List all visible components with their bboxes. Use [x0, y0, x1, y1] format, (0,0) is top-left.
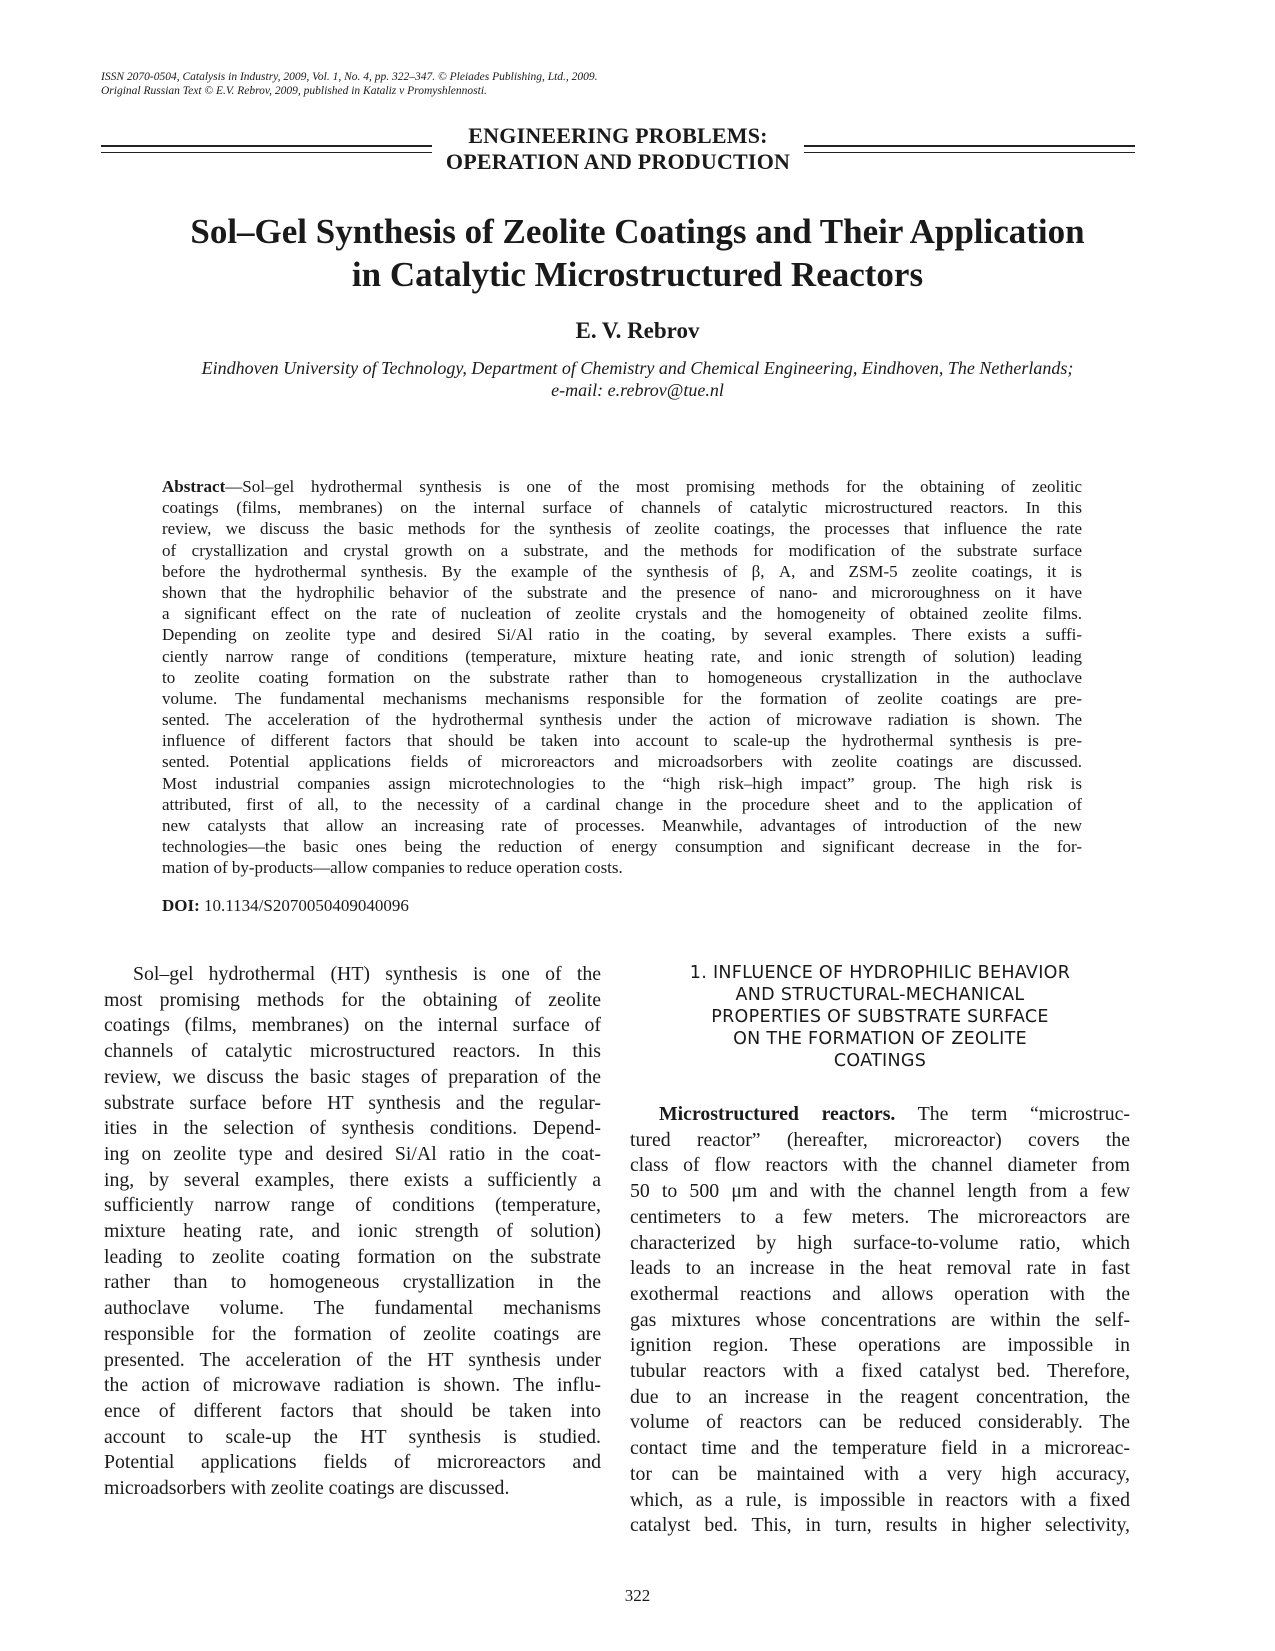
right-column-text: [630, 962, 1130, 1539]
left-column-text: [104, 962, 601, 1502]
body-line: class of flow reactors with the channel diameter from: [630, 1154, 1130, 1177]
body-line: account to scale-up the HT synthesis is studied.: [104, 1425, 601, 1448]
abstract-line: new catalysts that allow an increasing rate of processes. Meanwhile, advantages of introduction of the new: [162, 816, 1082, 835]
body-line: volume of reactors can be reduced considerably. The: [630, 1411, 1130, 1434]
body-line: presented. The acceleration of the HT synthesis under: [104, 1348, 601, 1371]
body-line: authoclave volume. The fundamental mechanisms: [104, 1297, 601, 1320]
article-title: [60, 210, 1215, 296]
page-number: 322: [624, 1586, 651, 1605]
author-affiliation: [60, 357, 1215, 401]
body-line: contact time and the temperature field in a microreac-: [630, 1437, 1130, 1460]
abstract-line: of crystallization and crystal growth on a substrate, and the methods for modification of the substrate surface: [162, 540, 1082, 560]
abstract-label: Abstract: [162, 477, 226, 496]
body-line: catalyst bed. This, in turn, results in higher selectivity,: [630, 1514, 1130, 1537]
body-line: most promising methods for the obtaining of zeolite: [104, 988, 601, 1011]
abstract-line: shown that the hydrophilic behavior of the substrate and the presence of nano- and microroughness on it have: [162, 582, 1082, 602]
body-line: leading to zeolite coating formation on the substrate: [104, 1245, 601, 1268]
body-line: 50 to 500 μm and with the channel length from a few: [630, 1180, 1130, 1203]
body-line: responsible for the formation of zeolite coatings are: [104, 1322, 601, 1345]
doi: [162, 896, 409, 916]
heading-line: PROPERTIES OF SUBSTRATE SURFACE: [711, 1007, 1049, 1027]
heading-line: AND STRUCTURAL-MECHANICAL: [735, 985, 1025, 1005]
body-line: tubular reactors with a fixed catalyst bed. Therefore,: [630, 1360, 1130, 1383]
abstract-line: ciently narrow range of conditions (temperature, mixture heating rate, and ionic strength of solution) leading: [162, 646, 1082, 666]
body-line: substrate surface before HT synthesis and the regular-: [104, 1091, 601, 1114]
doi-label: DOI:: [162, 896, 200, 915]
body-line: ignition region. These operations are impossible in: [630, 1334, 1130, 1357]
body-line: review, we discuss the basic stages of preparation of the: [104, 1065, 601, 1088]
body-line: due to an increase in the reagent concentration, the: [630, 1385, 1130, 1408]
affiliation-email: e-mail: e.rebrov@tue.nl: [551, 380, 724, 400]
section-title-line: OPERATION AND PRODUCTION: [445, 149, 791, 174]
body-line: Microstructured reactors. The term “microstruc-: [659, 1103, 1130, 1125]
title-line: Sol–Gel Synthesis of Zeolite Coatings and Their Application: [190, 212, 1085, 251]
body-line: tor can be maintained with a very high accuracy,: [630, 1462, 1130, 1485]
original-text-line: Original Russian Text © E.V. Rebrov, 2009, published in Kataliz v Promyshlennosti.: [101, 85, 487, 97]
banner-rule-right: [804, 145, 1135, 153]
affiliation-line: Eindhoven University of Technology, Department of Chemistry and Chemical Engineering, Eindhoven, The Netherlands;: [201, 358, 1074, 378]
body-line: ing on zeolite type and desired Si/Al ratio in the coat-: [104, 1142, 601, 1165]
abstract-line: review, we discuss the basic methods for the synthesis of zeolite coatings, the processes that influence the rate: [162, 519, 1082, 539]
abstract-line: Abstract—Sol–gel hydrothermal synthesis is one of the most promising methods for the obtaining of zeolitic: [162, 477, 1082, 496]
body-line: characterized by high surface-to-volume ratio, which: [630, 1231, 1130, 1254]
body-line: coatings (films, membranes) on the internal surface of: [104, 1014, 601, 1037]
runin-heading: Microstructured reactors.: [659, 1103, 896, 1125]
abstract-line: sented. Potential applications fields of microreactors and microadsorbers with zeolite coatings are discussed.: [162, 752, 1082, 772]
body-line: centimeters to a few meters. The microreactors are: [630, 1205, 1130, 1228]
body-line: microadsorbers with zeolite coatings are discussed.: [104, 1477, 510, 1500]
banner-rule-left: [101, 145, 432, 153]
abstract-line: to zeolite coating formation on the substrate rather than to homogeneous crystallization in the authoclave: [162, 667, 1082, 687]
body-line: gas mixtures whose concentrations are within the self-: [630, 1308, 1130, 1331]
author-name: E. V. Rebrov: [575, 318, 700, 343]
abstract-line: volume. The fundamental mechanisms mechanisms responsible for the formation of zeolite coatings are pre-: [162, 688, 1082, 708]
abstract-line: before the hydrothermal synthesis. By the example of the synthesis of β, A, and ZSM-5 zeolite coatings, it is: [162, 561, 1082, 581]
journal-citation: [101, 70, 1101, 98]
abstract-line: technologies—the basic ones being the reduction of energy consumption and significant decrease in the for-: [162, 837, 1082, 857]
abstract: [162, 476, 1082, 879]
title-line: in Catalytic Microstructured Reactors: [351, 255, 924, 294]
section-title-line: ENGINEERING PROBLEMS:: [468, 123, 768, 148]
body-line: mixture heating rate, and ionic strength of solution): [104, 1220, 601, 1243]
abstract-line: sented. The acceleration of the hydrothermal synthesis under the action of microwave radiation is shown. The: [162, 710, 1082, 730]
abstract-line: coatings (films, membranes) on the internal surface of channels of catalytic microstructured reactors. In this: [162, 498, 1082, 518]
body-line: rather than to homogeneous crystallization in the: [104, 1271, 601, 1294]
abstract-line: mation of by-products—allow companies to reduce operation costs.: [162, 858, 623, 878]
abstract-line: a significant effect on the rate of nucleation of zeolite crystals and the homogeneity of obtained zeolite films.: [162, 604, 1082, 624]
body-line: exothermal reactions and allows operation with the: [630, 1282, 1130, 1305]
body-line: the action of microwave radiation is shown. The influ-: [104, 1374, 601, 1397]
abstract-line: Depending on zeolite type and desired Si/Al ratio in the coating, by several examples. There exists a suffi-: [162, 625, 1082, 645]
abstract-line: attributed, first of all, to the necessity of a cardinal change in the procedure sheet and to the application of: [162, 794, 1082, 814]
abstract-line: influence of different factors that should be taken into account to scale-up the hydrothermal synthesis is pre-: [162, 731, 1082, 751]
heading-line: ON THE FORMATION OF ZEOLITE: [733, 1029, 1027, 1049]
section-title: [432, 123, 804, 175]
body-line: which, as a rule, is impossible in reactors with a fixed: [630, 1488, 1130, 1511]
body-line: Potential applications fields of microreactors and: [104, 1451, 601, 1474]
body-line: Sol–gel hydrothermal (HT) synthesis is one of the: [133, 963, 601, 985]
abstract-line: Most industrial companies assign microtechnologies to the “high risk–high impact” group. The high risk is: [162, 773, 1082, 793]
heading-line: 1. INFLUENCE OF HYDROPHILIC BEHAVIOR: [689, 963, 1071, 983]
body-line: ities in the selection of synthesis conditions. Depend-: [104, 1117, 601, 1140]
body-line: tured reactor” (hereafter, microreactor) covers the: [630, 1128, 1130, 1151]
body-line: channels of catalytic microstructured reactors. In this: [104, 1040, 601, 1063]
body-line: leads to an increase in the heat removal rate in fast: [630, 1257, 1130, 1280]
section-banner: [101, 123, 1135, 175]
section-heading: [630, 962, 1130, 1072]
body-line: sufficiently narrow range of conditions (temperature,: [104, 1194, 601, 1217]
doi-link[interactable]: 10.1134/S2070050409040096: [204, 896, 409, 915]
citation-line: ISSN 2070-0504, Catalysis in Industry, 2009, Vol. 1, No. 4, pp. 322–347. © Pleiades Publishing, Ltd., 2009.: [101, 71, 598, 83]
body-line: ence of different factors that should be taken into: [104, 1399, 601, 1422]
heading-line: COATINGS: [833, 1051, 927, 1071]
body-line: ing, by several examples, there exists a sufficiently a: [104, 1168, 601, 1191]
